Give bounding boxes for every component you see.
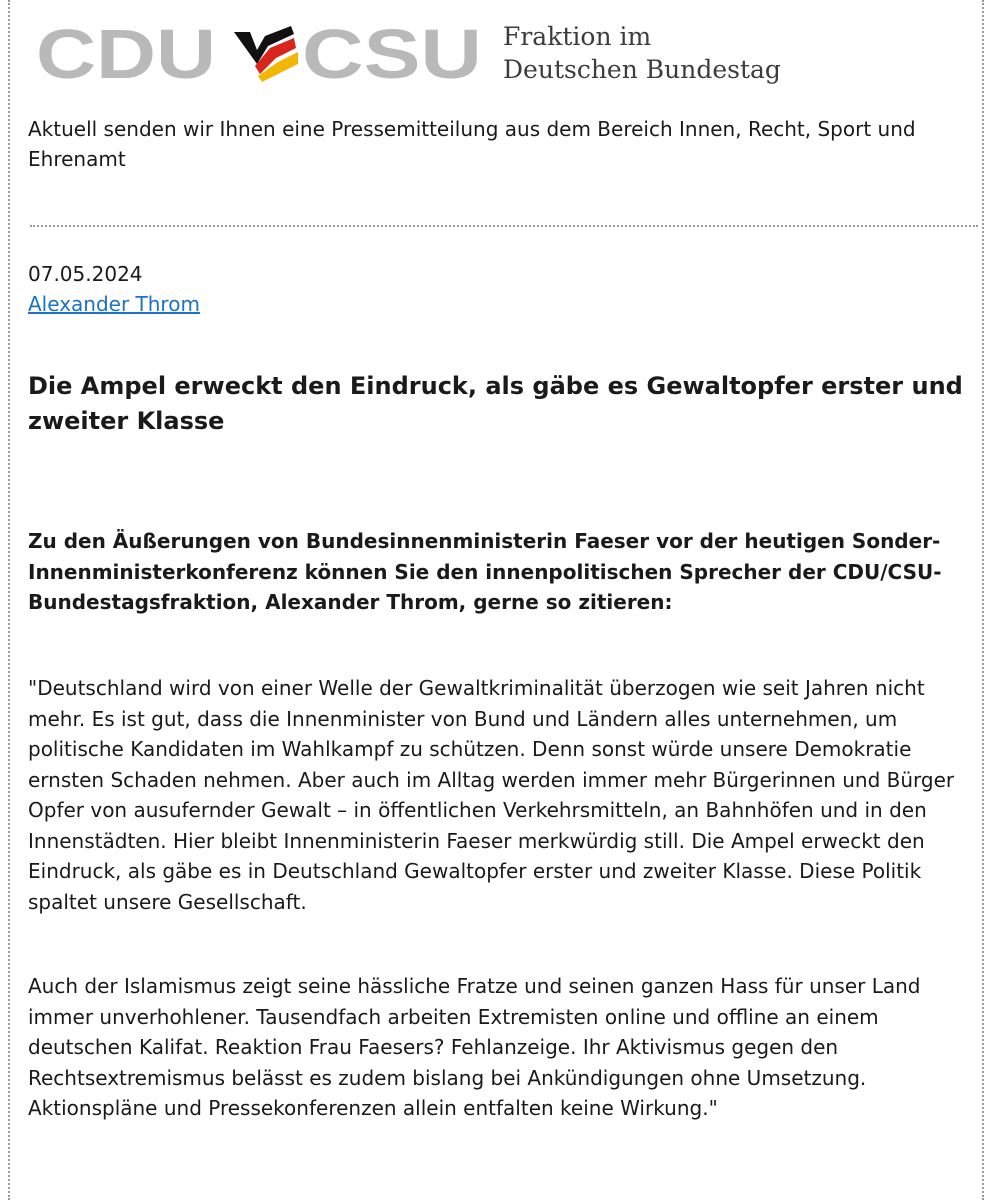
intro-text: Aktuell senden wir Ihnen eine Pressemitteilung aus dem Bereich Innen, Recht, Sport und Ehrenamt <box>28 117 916 171</box>
logo-caption <box>503 20 781 86</box>
logo-graphic <box>36 18 496 90</box>
author-link[interactable]: Alexander Throm <box>28 292 200 316</box>
release-date: 07.05.2024 <box>28 262 143 286</box>
article-lead: Zu den Äußerungen von Bundesinnenministerin Faeser vor der heutigen Sonder-Innenministerkonferenz können Sie den innenpolitischen Sprecher der CDU/CSU-Bundestagsfraktion, Alexander Throm, gerne so zitieren: <box>28 529 942 614</box>
article-paragraph-2: Auch der Islamismus zeigt seine hässliche Fratze und seinen ganzen Hass für unser Land immer unverhohlener. Tausendfach arbeiten Extremisten online und offline an einem deutschen Kalifat. Reaktion Frau Faesers? Fehlanzeige. Ihr Aktivismus gegen den Rechtsextremismus belässt es zudem bislang bei Ankündigungen ohne Umsetzung. Aktionspläne und Pressekonferenzen allein entfalten keine Wirkung." <box>28 974 921 1120</box>
cdu-csu-logo <box>36 18 796 90</box>
flag-swoosh-icon <box>234 26 298 82</box>
article-headline: Die Ampel erweckt den Eindruck, als gäbe es Gewaltopfer erster und zweiter Klasse <box>28 372 963 435</box>
logo-csu-letters: CSU <box>302 18 482 90</box>
logo-caption-line1: Fraktion im <box>503 22 652 51</box>
logo-caption-line2: Deutschen Bundestag <box>503 55 781 84</box>
article-paragraph-1: "Deutschland wird von einer Welle der Gewaltkriminalität überzogen wie seit Jahren nicht mehr. Es ist gut, dass die Innenminister von Bund und Ländern alles unternehmen, um politische Kandidaten im Wahlkampf zu schützen. Denn sonst würde unsere Demokratie ernsten Schaden nehmen. Aber auch im Alltag werden immer mehr Bürgerinnen und Bürger Opfer von ausufernder Gewalt – in öffentlichen Verkehrsmitteln, an Bahnhöfen und in den Innenstädten. Hier bleibt Innenministerin Faeser merkwürdig still. Die Ampel erweckt den Eindruck, als gäbe es in Deutschland Gewaltopfer erster und zweiter Klasse. Diese Politik spaltet unsere Gesellschaft. <box>28 676 955 914</box>
logo-cdu-letters: CDU <box>36 18 216 90</box>
dotted-divider <box>30 225 978 227</box>
